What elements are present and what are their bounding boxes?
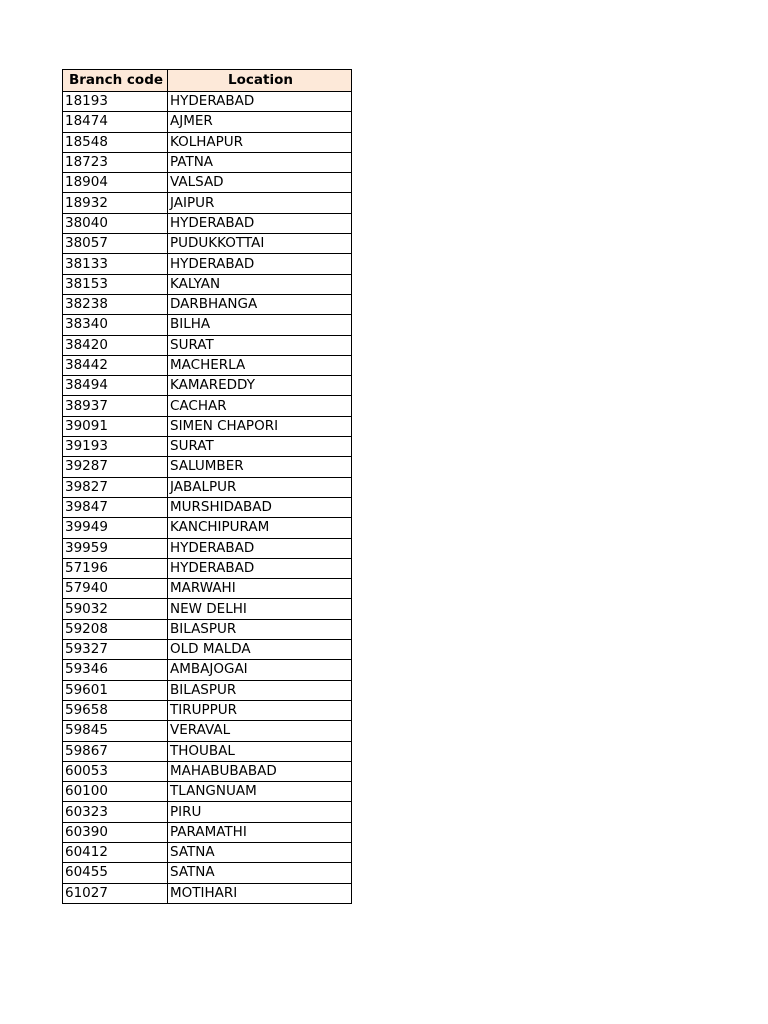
table-row (63, 376, 352, 396)
location-cell: OLD MALDA (168, 640, 352, 660)
branch-code-cell: 59867 (63, 741, 168, 761)
location-cell: DARBHANGA (168, 294, 352, 314)
table-row (63, 416, 352, 436)
location-cell: HYDERABAD (168, 558, 352, 578)
location-cell: MOTIHARI (168, 883, 352, 903)
location-cell: AJMER (168, 112, 352, 132)
table-row (63, 640, 352, 660)
table-row (63, 863, 352, 883)
location-cell: PUDUKKOTTAI (168, 234, 352, 254)
table-row (63, 842, 352, 862)
header-branch-code: Branch code (63, 70, 168, 92)
location-cell: BILHA (168, 315, 352, 335)
location-cell: JAIPUR (168, 193, 352, 213)
table-row (63, 193, 352, 213)
branch-code-cell: 38494 (63, 376, 168, 396)
branch-code-cell: 60455 (63, 863, 168, 883)
table-row (63, 660, 352, 680)
branch-code-cell: 61027 (63, 883, 168, 903)
table-row (63, 477, 352, 497)
branch-code-cell: 59327 (63, 640, 168, 660)
location-cell: PARAMATHI (168, 822, 352, 842)
location-cell: VALSAD (168, 173, 352, 193)
location-cell: KALYAN (168, 274, 352, 294)
location-cell: TLANGNUAM (168, 782, 352, 802)
location-cell: HYDERABAD (168, 538, 352, 558)
branch-code-cell: 39949 (63, 518, 168, 538)
location-cell: PATNA (168, 152, 352, 172)
location-cell: HYDERABAD (168, 92, 352, 112)
branch-code-cell: 60323 (63, 802, 168, 822)
table-row (63, 254, 352, 274)
branch-code-cell: 57196 (63, 558, 168, 578)
table-row (63, 234, 352, 254)
table-row (63, 173, 352, 193)
table-row (63, 721, 352, 741)
header-location: Location (168, 70, 352, 92)
table-row (63, 457, 352, 477)
table-row (63, 213, 352, 233)
location-cell: THOUBAL (168, 741, 352, 761)
table-row (63, 92, 352, 112)
location-cell: PIRU (168, 802, 352, 822)
location-cell: SATNA (168, 863, 352, 883)
location-cell: SATNA (168, 842, 352, 862)
table-row (63, 619, 352, 639)
table-row (63, 132, 352, 152)
branch-code-cell: 18932 (63, 193, 168, 213)
location-cell: KAMAREDDY (168, 376, 352, 396)
branch-code-cell: 18474 (63, 112, 168, 132)
location-cell: BILASPUR (168, 619, 352, 639)
branch-code-cell: 59346 (63, 660, 168, 680)
branch-code-cell: 18904 (63, 173, 168, 193)
branch-code-cell: 38340 (63, 315, 168, 335)
table-row (63, 579, 352, 599)
branch-code-cell: 59658 (63, 700, 168, 720)
table-row (63, 782, 352, 802)
location-cell: MARWAHI (168, 579, 352, 599)
location-cell: JABALPUR (168, 477, 352, 497)
table-row (63, 152, 352, 172)
branch-code-cell: 60390 (63, 822, 168, 842)
branch-code-cell: 38937 (63, 396, 168, 416)
table-row (63, 315, 352, 335)
branch-code-cell: 38238 (63, 294, 168, 314)
location-cell: SURAT (168, 335, 352, 355)
branch-code-cell: 39827 (63, 477, 168, 497)
table-row (63, 274, 352, 294)
location-cell: MACHERLA (168, 355, 352, 375)
location-cell: KANCHIPURAM (168, 518, 352, 538)
branch-code-cell: 60412 (63, 842, 168, 862)
branch-code-cell: 39193 (63, 437, 168, 457)
table-row (63, 558, 352, 578)
table-row (63, 680, 352, 700)
table-row (63, 822, 352, 842)
branch-code-cell: 18723 (63, 152, 168, 172)
table-row (63, 761, 352, 781)
branch-code-cell: 60100 (63, 782, 168, 802)
branch-code-cell: 38153 (63, 274, 168, 294)
table-header (63, 70, 352, 92)
branch-code-cell: 38442 (63, 355, 168, 375)
header-row (63, 70, 352, 92)
table-row (63, 883, 352, 903)
location-cell: TIRUPPUR (168, 700, 352, 720)
branch-code-cell: 38057 (63, 234, 168, 254)
branch-code-cell: 18193 (63, 92, 168, 112)
location-cell: HYDERABAD (168, 213, 352, 233)
table-row (63, 396, 352, 416)
location-cell: VERAVAL (168, 721, 352, 741)
table-row (63, 538, 352, 558)
location-cell: AMBAJOGAI (168, 660, 352, 680)
table-row (63, 355, 352, 375)
table-row (63, 518, 352, 538)
location-cell: BILASPUR (168, 680, 352, 700)
location-cell: MAHABUBABAD (168, 761, 352, 781)
location-cell: MURSHIDABAD (168, 497, 352, 517)
location-cell: CACHAR (168, 396, 352, 416)
table-body (63, 92, 352, 904)
table-row (63, 294, 352, 314)
location-cell: SALUMBER (168, 457, 352, 477)
branch-code-cell: 39847 (63, 497, 168, 517)
branch-code-cell: 39959 (63, 538, 168, 558)
branch-code-cell: 39287 (63, 457, 168, 477)
branch-code-cell: 60053 (63, 761, 168, 781)
table-row (63, 741, 352, 761)
branch-table (62, 69, 352, 904)
location-cell: HYDERABAD (168, 254, 352, 274)
branch-code-cell: 38133 (63, 254, 168, 274)
branch-code-cell: 38420 (63, 335, 168, 355)
location-cell: KOLHAPUR (168, 132, 352, 152)
table-row (63, 700, 352, 720)
table-row (63, 497, 352, 517)
branch-code-cell: 59208 (63, 619, 168, 639)
branch-code-cell: 59845 (63, 721, 168, 741)
branch-code-cell: 59032 (63, 599, 168, 619)
branch-code-cell: 39091 (63, 416, 168, 436)
table-row (63, 802, 352, 822)
table-row (63, 335, 352, 355)
table-row (63, 599, 352, 619)
table-row (63, 112, 352, 132)
branch-code-cell: 59601 (63, 680, 168, 700)
branch-code-cell: 57940 (63, 579, 168, 599)
branch-code-cell: 38040 (63, 213, 168, 233)
location-cell: SIMEN CHAPORI (168, 416, 352, 436)
branch-code-cell: 18548 (63, 132, 168, 152)
location-cell: SURAT (168, 437, 352, 457)
table-row (63, 437, 352, 457)
location-cell: NEW DELHI (168, 599, 352, 619)
